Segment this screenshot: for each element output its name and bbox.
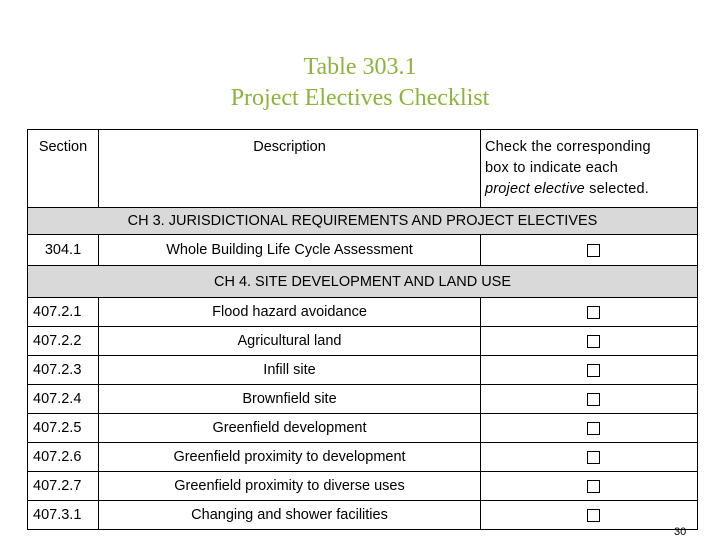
row-description: Flood hazard avoidance [99,298,481,327]
row-section: 407.2.7 [28,472,99,501]
chapter-band [28,266,698,298]
table-title: Table 303.1 [303,54,417,80]
table-subtitle: Project Electives Checklist [230,85,490,111]
checkbox-icon[interactable] [587,451,600,464]
header-description: Description [99,130,481,208]
page-number: 30 [674,526,687,538]
row-section: 304.1 [28,235,99,266]
checkbox-icon[interactable] [587,244,600,257]
row-check-cell [481,501,698,530]
header-check [481,130,698,208]
row-description: Greenfield proximity to diverse uses [99,472,481,501]
row-description: Brownfield site [99,385,481,414]
table-row [28,327,698,356]
table-row [28,472,698,501]
row-description: Agricultural land [99,327,481,356]
row-description: Changing and shower facilities [99,501,481,530]
row-section: 407.2.2 [28,327,99,356]
header-check-line3: selected. [584,181,649,197]
checkbox-icon[interactable] [587,422,600,435]
row-check-cell [481,414,698,443]
chapter-band [28,208,698,235]
row-description: Whole Building Life Cycle Assessment [99,235,481,266]
row-check-cell [481,235,698,266]
checkbox-icon[interactable] [587,364,600,377]
row-description: Greenfield proximity to development [99,443,481,472]
checkbox-icon[interactable] [587,306,600,319]
row-section: 407.2.1 [28,298,99,327]
row-section: 407.3.1 [28,501,99,530]
project-electives-table [27,129,698,530]
header-section: Section [28,130,99,208]
table-row [28,443,698,472]
table-row [28,298,698,327]
chapter-heading: CH 4. SITE DEVELOPMENT AND LAND USE [28,266,698,298]
row-check-cell [481,327,698,356]
header-check-emphasis: project elective [485,181,585,197]
row-check-cell [481,443,698,472]
table-row [28,356,698,385]
row-description: Infill site [99,356,481,385]
row-check-cell [481,298,698,327]
row-description: Greenfield development [99,414,481,443]
chapter-heading: CH 3. JURISDICTIONAL REQUIREMENTS AND PROJECT ELECTIVES [28,208,698,235]
checkbox-icon[interactable] [587,335,600,348]
table-row [28,414,698,443]
header-check-line1: Check the corresponding [485,139,651,155]
row-section: 407.2.4 [28,385,99,414]
table-row [28,235,698,266]
table-row [28,385,698,414]
row-section: 407.2.5 [28,414,99,443]
header-check-line2: box to indicate each [485,160,618,176]
checkbox-icon[interactable] [587,480,600,493]
row-section: 407.2.3 [28,356,99,385]
row-section: 407.2.6 [28,443,99,472]
checkbox-icon[interactable] [587,393,600,406]
table-row [28,501,698,530]
table-header-row [28,130,698,208]
row-check-cell [481,385,698,414]
row-check-cell [481,472,698,501]
checkbox-icon[interactable] [587,509,600,522]
row-check-cell [481,356,698,385]
